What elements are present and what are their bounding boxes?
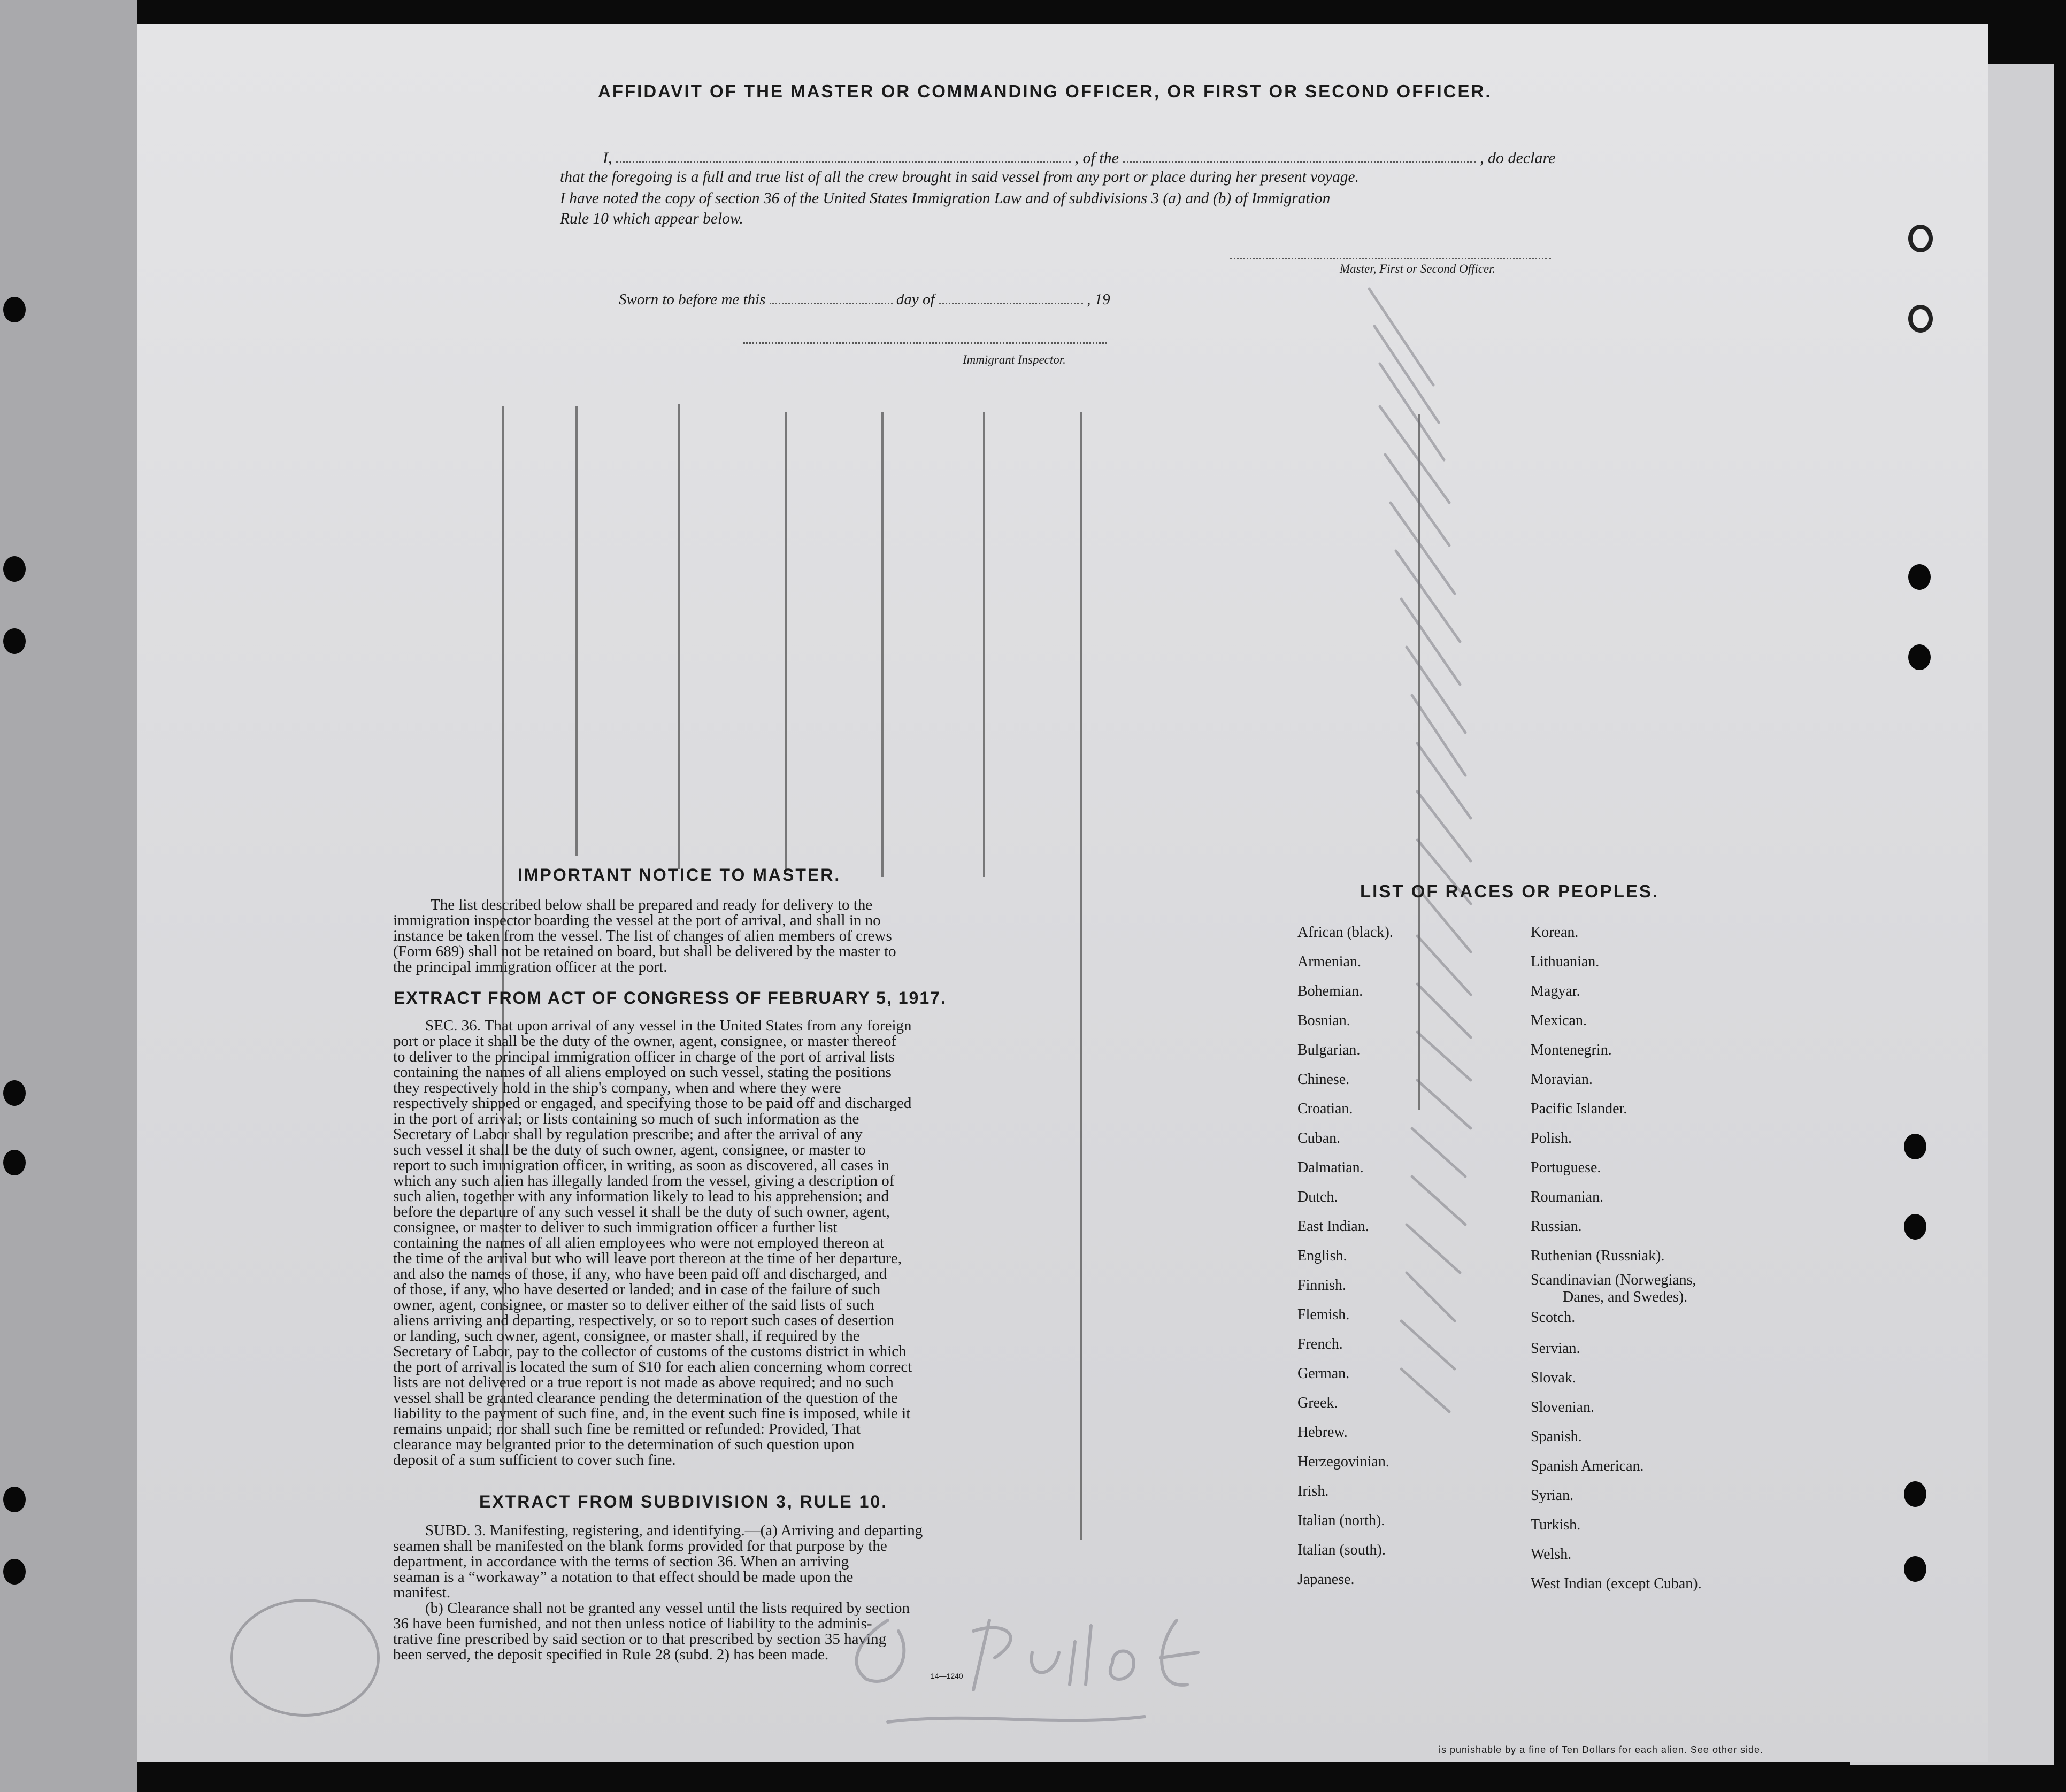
rule-line: SUBD. 3. Manifesting, registering, and identifying.—(a) Arriving and departing bbox=[425, 1522, 923, 1539]
act-line: remains unpaid; nor shall such fine be remitted or refunded: Provided, That bbox=[393, 1420, 861, 1437]
race-item: Montenegrin. bbox=[1531, 1042, 1612, 1058]
affidavit-do-declare-label: , do declare bbox=[1480, 149, 1556, 167]
race-item: Flemish. bbox=[1297, 1306, 1350, 1323]
act-line: of those, if any, who have deserted or landed; and in case of the failure of such bbox=[393, 1281, 881, 1298]
sworn-line bbox=[619, 289, 1110, 309]
race-item: Italian (south). bbox=[1297, 1542, 1386, 1558]
act-line: before the departure of any such vessel it shall be the duty of such owner, agent, bbox=[393, 1203, 890, 1220]
act-line: Secretary of Labor, pay to the collector of customs of the customs district in which bbox=[393, 1343, 907, 1360]
act-extract-heading: EXTRACT FROM ACT OF CONGRESS OF FEBRUARY 5, 1917. bbox=[394, 988, 947, 1007]
race-item: Roumanian. bbox=[1531, 1189, 1604, 1205]
race-item: African (black). bbox=[1297, 924, 1393, 941]
race-item: Herzegovinian. bbox=[1297, 1453, 1389, 1470]
race-item: Pacific Islander. bbox=[1531, 1101, 1627, 1117]
punch-hole bbox=[1908, 564, 1931, 590]
vessel-name-field[interactable] bbox=[1123, 148, 1476, 163]
rule-line: seaman is a “workaway” a notation to that effect should be made upon the bbox=[393, 1568, 854, 1586]
race-item: Dutch. bbox=[1297, 1189, 1338, 1205]
punch-hole bbox=[1904, 1481, 1926, 1507]
race-item: Finnish. bbox=[1297, 1277, 1347, 1294]
race-item: Korean. bbox=[1531, 924, 1579, 941]
race-item: English. bbox=[1297, 1248, 1347, 1264]
inspector-label: Immigrant Inspector. bbox=[963, 353, 1066, 366]
race-item: Italian (north). bbox=[1297, 1512, 1385, 1529]
punch-hole bbox=[1904, 1134, 1926, 1159]
master-signature-line[interactable] bbox=[1230, 258, 1551, 259]
punch-hole bbox=[3, 1559, 26, 1585]
race-item: Bosnian. bbox=[1297, 1012, 1350, 1029]
punch-hole bbox=[1904, 1214, 1926, 1240]
act-line: in the port of arrival; or lists containing so much of such information as the bbox=[393, 1110, 859, 1127]
master-name-field[interactable] bbox=[616, 148, 1071, 163]
notice-line: immigration inspector boarding the vessel at the port of arrival, and shall in no bbox=[393, 912, 881, 929]
act-line: consignee, or master to deliver to such immigration officer a further list bbox=[393, 1219, 838, 1236]
act-line: deposit of a sum sufficient to cover such fine. bbox=[393, 1451, 676, 1468]
affidavit-i-label: I, bbox=[603, 149, 612, 167]
rule-line: department, in accordance with the terms of section 36. When an arriving bbox=[393, 1553, 849, 1570]
punch-hole bbox=[1904, 1556, 1926, 1582]
act-line: respectively shipped or engaged, and specifying those to be paid off and discharged bbox=[393, 1095, 912, 1112]
race-item: Slovak. bbox=[1531, 1370, 1576, 1386]
notice-heading: IMPORTANT NOTICE TO MASTER. bbox=[518, 865, 841, 885]
act-line: port or place it shall be the duty of the owner, agent, consignee, or master thereof bbox=[393, 1033, 897, 1050]
master-signature-label: Master, First or Second Officer. bbox=[1340, 262, 1496, 275]
race-item: Dalmatian. bbox=[1297, 1159, 1364, 1176]
pencil-tick-marks bbox=[1358, 278, 1497, 1562]
scan-left-strip bbox=[0, 0, 137, 1792]
column-rule bbox=[575, 406, 578, 856]
race-item: Turkish. bbox=[1531, 1517, 1581, 1533]
form-number: 14—1240 bbox=[931, 1672, 963, 1680]
race-item: Welsh. bbox=[1531, 1546, 1572, 1563]
race-item: East Indian. bbox=[1297, 1218, 1369, 1235]
affidavit-line-4: Rule 10 which appear below. bbox=[560, 210, 743, 227]
notice-line: (Form 689) shall not be retained on board, but shall be delivered by the master to bbox=[393, 943, 896, 960]
race-item: Polish. bbox=[1531, 1130, 1572, 1147]
column-rule bbox=[983, 412, 985, 877]
footer-note: is punishable by a fine of Ten Dollars for each alien. See other side. bbox=[1439, 1744, 1763, 1755]
punch-hole bbox=[3, 1487, 26, 1512]
act-line: vessel shall be granted clearance pending the determination of the question of the bbox=[393, 1389, 898, 1406]
race-item: Armenian. bbox=[1297, 953, 1361, 970]
act-line: the port of arrival is located the sum of $10 for each alien concerning whom correct bbox=[393, 1358, 912, 1375]
act-line: liability to the payment of such fine, and, in the event such fine is imposed, while it bbox=[393, 1405, 911, 1422]
act-line: aliens arriving and departing, respectively, or so to report such cases of desertion bbox=[393, 1312, 895, 1329]
race-item: Hebrew. bbox=[1297, 1424, 1348, 1441]
race-item: Japanese. bbox=[1297, 1571, 1355, 1588]
year-label: , 19 bbox=[1087, 291, 1110, 308]
race-item: Scandinavian (Norwegians, bbox=[1531, 1272, 1696, 1288]
punch-hole bbox=[3, 628, 26, 654]
rule-line: been served, the deposit specified in Rule 28 (subd. 2) has been made. bbox=[393, 1646, 829, 1663]
race-item: Moravian. bbox=[1531, 1071, 1593, 1088]
column-rule bbox=[1080, 412, 1082, 1540]
race-item: Syrian. bbox=[1531, 1487, 1574, 1504]
rule-line: 36 have been furnished, and not then unless notice of liability to the adminis- bbox=[393, 1615, 872, 1632]
race-item: Spanish. bbox=[1531, 1428, 1582, 1445]
affidavit-title: AFFIDAVIT OF THE MASTER OR COMMANDING OFFICER, OR FIRST OR SECOND OFFICER. bbox=[598, 81, 1492, 101]
manifest-page bbox=[137, 24, 1988, 1762]
punch-hole bbox=[3, 1080, 26, 1106]
column-rule bbox=[785, 412, 787, 872]
race-item: Spanish American. bbox=[1531, 1458, 1644, 1474]
punch-hole bbox=[1908, 225, 1933, 252]
race-item: Servian. bbox=[1531, 1340, 1580, 1357]
rule-line: trative fine prescribed by said section or to that prescribed by section 35 having bbox=[393, 1631, 887, 1648]
notice-line: The list described below shall be prepared and ready for delivery to the bbox=[431, 896, 873, 913]
sworn-label: Sworn to before me this bbox=[619, 291, 766, 308]
act-line: to deliver to the principal immigration officer in charge of the port of arrival lists bbox=[393, 1048, 895, 1065]
act-line: the time of the arrival but who will leave port thereon at the time of her departure, bbox=[393, 1250, 902, 1267]
notice-line: instance be taken from the vessel. The list of changes of alien members of crews bbox=[393, 927, 892, 944]
race-item: Bohemian. bbox=[1297, 983, 1363, 999]
affidavit-line-2: that the foregoing is a full and true list of all the crew brought in said vessel from any port or place during her present voyage. bbox=[560, 168, 1359, 186]
rule-extract-heading: EXTRACT FROM SUBDIVISION 3, RULE 10. bbox=[479, 1492, 888, 1511]
race-item: Chinese. bbox=[1297, 1071, 1350, 1088]
act-line: which any such alien has illegally landed from the vessel, giving a description of bbox=[393, 1172, 895, 1189]
races-heading: LIST OF RACES OR PEOPLES. bbox=[1360, 881, 1660, 901]
race-item: Slovenian. bbox=[1531, 1399, 1594, 1416]
sworn-month-field[interactable] bbox=[939, 289, 1083, 304]
column-rule bbox=[881, 412, 884, 877]
race-item: Croatian. bbox=[1297, 1101, 1353, 1117]
race-item: Scotch. bbox=[1531, 1309, 1576, 1326]
act-extract-body bbox=[393, 1018, 1005, 1468]
race-item: French. bbox=[1297, 1336, 1343, 1352]
race-item: Irish. bbox=[1297, 1483, 1329, 1499]
notice-body bbox=[393, 897, 1005, 975]
act-line: such vessel it shall be the duty of such owner, agent, consignee, or master to bbox=[393, 1141, 866, 1158]
race-item: German. bbox=[1297, 1365, 1350, 1382]
day-of-label: day of bbox=[896, 291, 935, 308]
race-item: Lithuanian. bbox=[1531, 953, 1600, 970]
act-line: lists are not delivered or a true report is not made as above required; and no such bbox=[393, 1374, 894, 1391]
race-item: Cuban. bbox=[1297, 1130, 1341, 1147]
affidavit-of-the-label: , of the bbox=[1074, 149, 1119, 167]
punch-hole bbox=[3, 1150, 26, 1175]
handwritten-signature bbox=[813, 1599, 1294, 1759]
sworn-day-field[interactable] bbox=[770, 289, 893, 304]
inspector-signature-line[interactable] bbox=[743, 342, 1107, 344]
affidavit-line-3: I have noted the copy of section 36 of the United States Immigration Law and of subdivisions 3 (a) and (b) of Immigration bbox=[560, 190, 1331, 207]
race-item: Greek. bbox=[1297, 1395, 1338, 1411]
act-line: or landing, such owner, agent, consignee, or master shall, if required by the bbox=[393, 1327, 860, 1344]
faded-stamp bbox=[230, 1599, 380, 1717]
act-line: containing the names of all alien employees who were not employed thereon at bbox=[393, 1234, 885, 1251]
act-line: such alien, together with any information likely to lead to his apprehension; and bbox=[393, 1188, 889, 1205]
rule-line: manifest. bbox=[393, 1584, 451, 1601]
race-item: Magyar. bbox=[1531, 983, 1580, 999]
race-item: West Indian (except Cuban). bbox=[1531, 1575, 1702, 1592]
act-line: report to such immigration officer, in writing, as soon as discovered, all cases in bbox=[393, 1157, 889, 1174]
notice-line: the principal immigration officer at the port. bbox=[393, 958, 667, 975]
rule-line: (b) Clearance shall not be granted any vessel until the lists required by section bbox=[425, 1599, 910, 1617]
act-line: owner, agent, consignee, or master so to deliver either of the said lists of such bbox=[393, 1296, 875, 1313]
race-item: Danes, and Swedes). bbox=[1563, 1289, 1688, 1305]
act-line: containing the names of all aliens employed on such vessel, stating the positions bbox=[393, 1064, 892, 1081]
race-item: Ruthenian (Russniak). bbox=[1531, 1248, 1665, 1264]
rule-line: seamen shall be manifested on the blank forms provided for that purpose by the bbox=[393, 1537, 887, 1555]
race-item: Portuguese. bbox=[1531, 1159, 1601, 1176]
act-line: and also the names of those, if any, who have been paid off and discharged, and bbox=[393, 1265, 887, 1282]
column-rule bbox=[678, 404, 680, 869]
affidavit-declaration-line bbox=[603, 148, 1555, 167]
punch-hole bbox=[3, 556, 26, 582]
punch-hole bbox=[1908, 644, 1931, 670]
act-line: clearance may be granted prior to the determination of such question upon bbox=[393, 1436, 855, 1453]
race-item: Bulgarian. bbox=[1297, 1042, 1361, 1058]
act-line: they respectively hold in the ship's company, when and where they were bbox=[393, 1079, 841, 1096]
race-item: Russian. bbox=[1531, 1218, 1582, 1235]
act-line: SEC. 36. That upon arrival of any vessel in the United States from any foreign bbox=[425, 1017, 912, 1034]
punch-hole bbox=[3, 297, 26, 322]
act-line: Secretary of Labor shall by regulation prescribe; and after the arrival of any bbox=[393, 1126, 863, 1143]
punch-hole bbox=[1908, 305, 1933, 333]
race-item: Mexican. bbox=[1531, 1012, 1587, 1029]
